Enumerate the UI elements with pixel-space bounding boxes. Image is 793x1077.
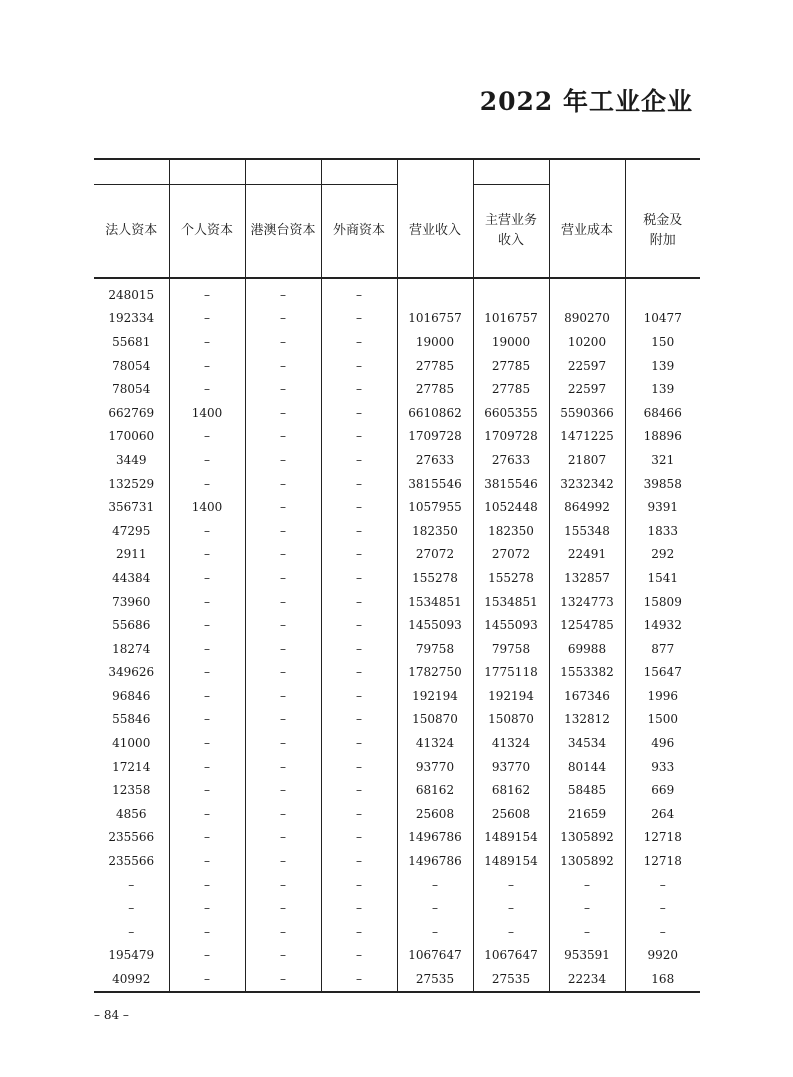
table-cell: 1489154 — [473, 849, 549, 873]
table-cell: – — [169, 566, 245, 590]
table-cell: 167346 — [549, 684, 625, 708]
table-cell: – — [245, 590, 321, 614]
table-cell: 17214 — [112, 759, 151, 774]
table-cell: – — [245, 944, 321, 968]
table-cell: 1400 — [169, 401, 245, 425]
table-cell: – — [321, 613, 397, 637]
table-cell — [549, 278, 625, 307]
table-row — [94, 278, 700, 307]
table-cell: – — [321, 708, 397, 732]
table-cell: 25608 — [473, 802, 549, 826]
table-row — [94, 826, 700, 850]
table-row — [94, 354, 700, 378]
table-cell: 264 — [625, 802, 700, 826]
table-row — [94, 896, 700, 920]
table-cell: – — [128, 924, 135, 939]
table-cell: 3815546 — [397, 472, 473, 496]
table-cell: – — [321, 661, 397, 685]
statistics-table — [94, 158, 700, 993]
table-row — [94, 590, 700, 614]
table-cell: 349626 — [108, 665, 155, 680]
table-cell: 139 — [625, 377, 700, 401]
table-cell: – — [473, 873, 549, 897]
table-cell: – — [169, 826, 245, 850]
table-cell: – — [169, 590, 245, 614]
table-cell: 1016757 — [473, 307, 549, 331]
table-cell: 1052448 — [473, 495, 549, 519]
table-cell: 34534 — [549, 731, 625, 755]
table-cell: – — [245, 330, 321, 354]
table-cell: 877 — [625, 637, 700, 661]
table-cell: 1709728 — [397, 425, 473, 449]
table-cell: 21807 — [549, 448, 625, 472]
table-cell: – — [245, 661, 321, 685]
table-cell: – — [245, 731, 321, 755]
table-cell: – — [245, 495, 321, 519]
table-cell: 155348 — [549, 519, 625, 543]
table-cell: – — [321, 967, 397, 992]
table-cell: 890270 — [549, 307, 625, 331]
table-row — [94, 684, 700, 708]
table-cell: 27785 — [397, 377, 473, 401]
table-cell: – — [245, 684, 321, 708]
table-header — [94, 159, 700, 278]
table-cell: – — [321, 826, 397, 850]
page-title: 2022 年工业企业 — [479, 87, 693, 116]
table-cell: – — [549, 873, 625, 897]
table-cell — [625, 278, 700, 307]
table-cell: 9391 — [625, 495, 700, 519]
table-row — [94, 661, 700, 685]
table-row — [94, 307, 700, 331]
table-cell: 150870 — [397, 708, 473, 732]
column-header-3 — [321, 185, 397, 279]
table-cell: 68162 — [473, 778, 549, 802]
table-cell: – — [169, 307, 245, 331]
table-cell: 132529 — [108, 476, 155, 491]
table-cell: 22234 — [549, 967, 625, 992]
table-cell: – — [169, 708, 245, 732]
header-top-row — [94, 159, 700, 185]
table-cell: – — [321, 920, 397, 944]
table-cell: 1553382 — [549, 661, 625, 685]
column-header-5 — [473, 185, 549, 279]
table-row — [94, 519, 700, 543]
table-cell: 12718 — [625, 826, 700, 850]
header-label-row — [94, 185, 700, 279]
table-cell: – — [128, 901, 135, 916]
table-cell: – — [321, 944, 397, 968]
table-cell: 27785 — [397, 354, 473, 378]
table-cell: – — [321, 307, 397, 331]
table-cell: 1016757 — [397, 307, 473, 331]
table-cell: – — [169, 519, 245, 543]
table-cell: 68466 — [625, 401, 700, 425]
table-cell: 27535 — [397, 967, 473, 992]
table-row — [94, 425, 700, 449]
table-cell: – — [321, 543, 397, 567]
table-cell: 68162 — [397, 778, 473, 802]
table-cell: 41000 — [112, 736, 151, 751]
table-cell: – — [245, 755, 321, 779]
table-cell: 15809 — [625, 590, 700, 614]
table-row — [94, 543, 700, 567]
table-row — [94, 849, 700, 873]
table-cell: 15647 — [625, 661, 700, 685]
table-cell: 1400 — [169, 495, 245, 519]
table-cell: – — [169, 896, 245, 920]
table-cell: 496 — [625, 731, 700, 755]
table-cell: – — [245, 849, 321, 873]
table-cell: – — [245, 920, 321, 944]
table-cell: 3232342 — [549, 472, 625, 496]
table-cell: 93770 — [397, 755, 473, 779]
table-cell: – — [245, 778, 321, 802]
table-cell: 22491 — [549, 543, 625, 567]
table-cell — [397, 278, 473, 307]
table-cell: 41324 — [397, 731, 473, 755]
table-cell: 192194 — [473, 684, 549, 708]
table-cell: – — [245, 377, 321, 401]
table-cell: – — [473, 896, 549, 920]
table-cell: – — [169, 944, 245, 968]
table-cell: – — [245, 278, 321, 307]
table-cell: 195479 — [108, 948, 155, 963]
table-cell: – — [321, 425, 397, 449]
table-cell: – — [245, 896, 321, 920]
table-row — [94, 401, 700, 425]
table-cell: 1254785 — [549, 613, 625, 637]
table-row — [94, 778, 700, 802]
table-cell: 1489154 — [473, 826, 549, 850]
table-cell: – — [321, 849, 397, 873]
table-cell: – — [169, 354, 245, 378]
table-cell: 4856 — [115, 806, 147, 821]
table-cell: 69988 — [549, 637, 625, 661]
table-cell: 1496786 — [397, 849, 473, 873]
table-row — [94, 495, 700, 519]
table-cell: – — [625, 896, 700, 920]
table-cell: – — [321, 472, 397, 496]
table-row — [94, 873, 700, 897]
table-cell: 3449 — [115, 452, 147, 467]
table-cell: 18274 — [112, 641, 151, 656]
table-cell: – — [169, 543, 245, 567]
table-cell: – — [245, 472, 321, 496]
table-cell: – — [245, 613, 321, 637]
table-cell: 1534851 — [473, 590, 549, 614]
table-cell: 55681 — [112, 334, 151, 349]
table-cell: 9920 — [625, 944, 700, 968]
table-cell: – — [321, 778, 397, 802]
column-header-line: 营业收入 — [408, 222, 461, 238]
table-cell: – — [397, 920, 473, 944]
table-row — [94, 377, 700, 401]
table-cell: – — [321, 566, 397, 590]
table-cell: 6605355 — [473, 401, 549, 425]
table-cell: – — [321, 637, 397, 661]
table-cell: 170060 — [108, 429, 155, 444]
table-row — [94, 944, 700, 968]
table-cell: 953591 — [549, 944, 625, 968]
table-cell: 27072 — [473, 543, 549, 567]
table-cell: 19000 — [397, 330, 473, 354]
column-header-line: 附加 — [649, 232, 676, 248]
table-cell: 1541 — [625, 566, 700, 590]
table-cell: 27785 — [473, 377, 549, 401]
table-cell: 2911 — [115, 547, 147, 562]
table-cell: 155278 — [473, 566, 549, 590]
table-cell: – — [169, 731, 245, 755]
table-cell: 1471225 — [549, 425, 625, 449]
table-cell: 22597 — [549, 377, 625, 401]
table-cell: 1305892 — [549, 849, 625, 873]
table-cell: 5590366 — [549, 401, 625, 425]
column-header-line: 主营业务 — [484, 213, 537, 228]
table-row — [94, 330, 700, 354]
table-cell: – — [625, 920, 700, 944]
table-cell: 10477 — [625, 307, 700, 331]
table-cell: 41324 — [473, 731, 549, 755]
table-cell: – — [321, 802, 397, 826]
table-cell: – — [169, 278, 245, 307]
table-cell: 27535 — [473, 967, 549, 992]
table-row — [94, 731, 700, 755]
table-cell: – — [321, 354, 397, 378]
table-cell: 1455093 — [473, 613, 549, 637]
column-header-line: 营业成本 — [560, 222, 613, 238]
table-cell: 1782750 — [397, 661, 473, 685]
table-row — [94, 472, 700, 496]
table-cell: 3815546 — [473, 472, 549, 496]
table-cell: – — [169, 425, 245, 449]
table-cell: 192194 — [397, 684, 473, 708]
table-cell: 292 — [625, 543, 700, 567]
table-cell: – — [245, 708, 321, 732]
table-row — [94, 708, 700, 732]
table-row — [94, 448, 700, 472]
column-header-6 — [549, 185, 625, 279]
table-cell: – — [321, 731, 397, 755]
table-cell: – — [245, 543, 321, 567]
table-cell: 168 — [625, 967, 700, 992]
table-cell: 27633 — [473, 448, 549, 472]
table-cell: – — [321, 896, 397, 920]
table-cell: 1833 — [625, 519, 700, 543]
table-cell: 39858 — [625, 472, 700, 496]
table-cell: 93770 — [473, 755, 549, 779]
table-cell: – — [169, 967, 245, 992]
table-cell: 27633 — [397, 448, 473, 472]
table-cell: – — [245, 637, 321, 661]
table-cell: 248015 — [108, 287, 155, 302]
table-cell: 1324773 — [549, 590, 625, 614]
table-cell: – — [169, 755, 245, 779]
table-cell: – — [169, 802, 245, 826]
table-cell: – — [128, 877, 135, 892]
table-cell: 1067647 — [473, 944, 549, 968]
table-cell: 1534851 — [397, 590, 473, 614]
table-cell: 19000 — [473, 330, 549, 354]
table-cell: – — [245, 873, 321, 897]
table-cell: – — [245, 401, 321, 425]
table-row — [94, 613, 700, 637]
table-cell: 1067647 — [397, 944, 473, 968]
table-cell: – — [321, 684, 397, 708]
table-cell: 150870 — [473, 708, 549, 732]
table-cell: – — [245, 519, 321, 543]
table-cell: – — [169, 778, 245, 802]
table-cell: 1996 — [625, 684, 700, 708]
table-cell: 10200 — [549, 330, 625, 354]
table-cell: 192334 — [108, 311, 155, 326]
table-cell: – — [169, 684, 245, 708]
table-cell: – — [245, 307, 321, 331]
column-header-2 — [245, 185, 321, 279]
table-cell: – — [321, 590, 397, 614]
table-cell: – — [625, 873, 700, 897]
table-cell: – — [321, 377, 397, 401]
table-cell: 356731 — [108, 500, 155, 515]
table-cell: 139 — [625, 354, 700, 378]
table-cell: 25608 — [397, 802, 473, 826]
table-cell: – — [321, 755, 397, 779]
table-cell: 1305892 — [549, 826, 625, 850]
table-cell: – — [245, 826, 321, 850]
table-cell — [473, 278, 549, 307]
table-cell: 55846 — [112, 712, 151, 727]
table-cell: 182350 — [473, 519, 549, 543]
table-cell: – — [169, 849, 245, 873]
table-cell: – — [169, 613, 245, 637]
table-cell: – — [245, 967, 321, 992]
table-cell: 321 — [625, 448, 700, 472]
table-cell: – — [169, 448, 245, 472]
column-header-4 — [397, 185, 473, 279]
table-cell: 933 — [625, 755, 700, 779]
table-row — [94, 755, 700, 779]
table-cell: 96846 — [112, 688, 151, 703]
table-cell: 21659 — [549, 802, 625, 826]
table-cell: 150 — [625, 330, 700, 354]
table-cell: – — [397, 896, 473, 920]
table-cell: 12718 — [625, 849, 700, 873]
table-cell: – — [169, 377, 245, 401]
table-cell: 55686 — [112, 618, 151, 633]
table-cell: 78054 — [112, 358, 151, 373]
table-cell: – — [397, 873, 473, 897]
table-cell: 1775118 — [473, 661, 549, 685]
column-header-line: 外商资本 — [332, 223, 385, 238]
table-cell: – — [169, 637, 245, 661]
table-cell: 22597 — [549, 354, 625, 378]
table-cell: 1057955 — [397, 495, 473, 519]
column-header-line: 港澳台资本 — [250, 223, 316, 238]
table-cell: 235566 — [108, 830, 155, 845]
table-cell: – — [245, 566, 321, 590]
table-cell: – — [549, 920, 625, 944]
table-cell: 1709728 — [473, 425, 549, 449]
table-cell: 12358 — [112, 783, 151, 798]
table-body — [94, 278, 700, 992]
table-cell: 18896 — [625, 425, 700, 449]
table-cell: 80144 — [549, 755, 625, 779]
table-cell: 14932 — [625, 613, 700, 637]
table-cell: 40992 — [112, 972, 151, 987]
table-cell: 864992 — [549, 495, 625, 519]
table-cell: 47295 — [112, 523, 151, 538]
table-cell: 1500 — [625, 708, 700, 732]
table-cell: 182350 — [397, 519, 473, 543]
table-row — [94, 920, 700, 944]
table-row — [94, 637, 700, 661]
table-cell: – — [245, 425, 321, 449]
table-cell: 132812 — [549, 708, 625, 732]
table-row — [94, 566, 700, 590]
table-cell: 669 — [625, 778, 700, 802]
table-cell: – — [169, 472, 245, 496]
table-cell: 73960 — [112, 594, 151, 609]
table-row — [94, 967, 700, 992]
statistics-table-container — [94, 158, 700, 993]
column-header-line: 收入 — [497, 233, 524, 248]
table-cell: 44384 — [112, 570, 151, 585]
table-cell: – — [169, 873, 245, 897]
page-number: – 84 – — [94, 1008, 129, 1022]
column-header-7 — [625, 185, 700, 279]
table-cell: 78054 — [112, 382, 151, 397]
table-cell: – — [169, 920, 245, 944]
column-header-line: 个人资本 — [180, 223, 233, 238]
column-header-line: 税金及 — [643, 212, 683, 228]
table-cell: 1455093 — [397, 613, 473, 637]
table-cell: – — [321, 330, 397, 354]
table-cell: – — [169, 330, 245, 354]
table-cell: 662769 — [108, 405, 155, 420]
table-cell: – — [245, 354, 321, 378]
table-cell: 58485 — [549, 778, 625, 802]
column-header-0 — [94, 185, 169, 279]
table-cell: – — [321, 278, 397, 307]
table-cell: 6610862 — [397, 401, 473, 425]
table-cell: – — [321, 495, 397, 519]
table-cell: 1496786 — [397, 826, 473, 850]
table-cell: 132857 — [549, 566, 625, 590]
table-cell: 27072 — [397, 543, 473, 567]
table-cell: – — [321, 401, 397, 425]
table-cell: – — [473, 920, 549, 944]
table-cell: 79758 — [473, 637, 549, 661]
table-cell: 79758 — [397, 637, 473, 661]
table-cell: – — [321, 519, 397, 543]
table-cell: – — [549, 896, 625, 920]
column-header-line: 法人资本 — [105, 223, 158, 238]
table-cell: 155278 — [397, 566, 473, 590]
table-row — [94, 802, 700, 826]
table-cell: – — [321, 448, 397, 472]
column-header-1 — [169, 185, 245, 279]
table-cell: – — [245, 802, 321, 826]
table-cell: – — [169, 661, 245, 685]
table-cell: – — [245, 448, 321, 472]
table-cell: 235566 — [108, 854, 155, 869]
table-cell: 27785 — [473, 354, 549, 378]
table-cell: – — [321, 873, 397, 897]
